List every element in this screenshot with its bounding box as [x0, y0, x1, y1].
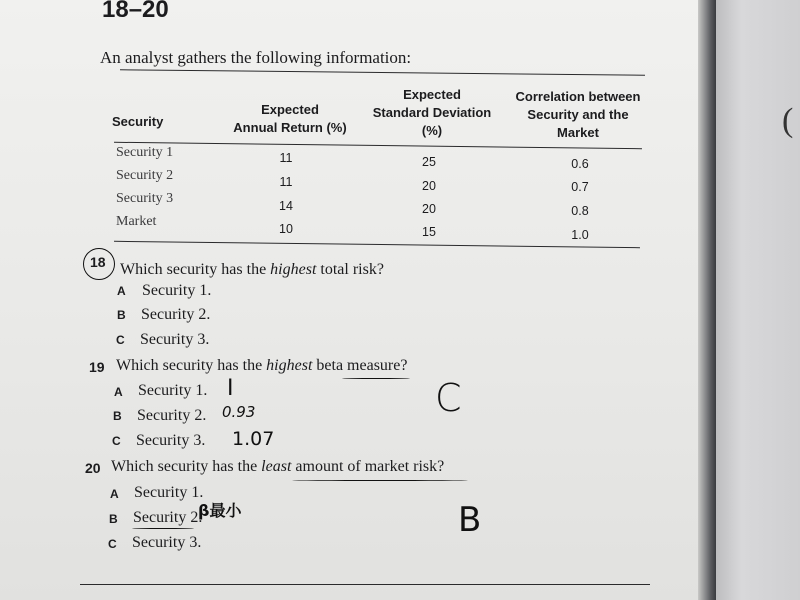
q20-option-b-text: Security 2.	[133, 509, 203, 526]
q18-option-a-letter: A	[117, 284, 126, 298]
q19-text-emph: highest	[266, 357, 313, 374]
question-20-number: 20	[85, 460, 101, 476]
table-header-rule	[114, 142, 642, 149]
q19-b-handwritten-note: 0.93	[222, 403, 256, 421]
q18-option-b-letter: B	[117, 308, 126, 322]
row-corr-value: 0.8	[571, 204, 589, 218]
q18-option-b-text: Security 2.	[141, 306, 211, 323]
q19-option-b-text: Security 2.	[137, 407, 207, 424]
question-18-text	[120, 261, 384, 279]
q20-option-b-letter: B	[109, 512, 118, 526]
row-return-value: 14	[279, 199, 293, 213]
question-20-text	[111, 458, 444, 476]
facing-page-glyph: (	[782, 102, 794, 139]
q20-text-emph: least	[261, 458, 292, 475]
row-return-value: 11	[279, 151, 293, 165]
q19-option-b-letter: B	[113, 409, 122, 423]
header-corr-line-2: Security and the	[527, 107, 629, 122]
row-corr-value: 1.0	[571, 228, 589, 242]
q19-underline-mark	[342, 378, 410, 379]
page-bottom-rule	[80, 584, 650, 585]
row-corr-value: 0.7	[571, 180, 589, 194]
row-stdev-value: 25	[422, 155, 436, 169]
q18-option-a-text: Security 1.	[142, 282, 212, 299]
q20-option-c-text: Security 3.	[132, 534, 202, 551]
header-corr-line-1: Correlation between	[515, 89, 641, 104]
intro-text: An analyst gathers the following information:	[100, 48, 412, 67]
header-correlation	[508, 88, 648, 142]
q20-option-c-letter: C	[108, 537, 117, 551]
q19-text-pre: Which security has the	[116, 357, 267, 374]
q18-option-c-letter: C	[116, 333, 125, 347]
question-19-text	[116, 357, 407, 375]
q18-text-pre: Which security has the	[120, 261, 271, 278]
header-expected-return	[220, 101, 360, 137]
header-corr-line-3: Market	[557, 125, 599, 140]
q19-handwritten-answer: C	[435, 376, 462, 420]
q18-option-c-text: Security 3.	[140, 331, 210, 348]
row-security-label: Security 1	[116, 145, 174, 160]
row-stdev-value: 20	[422, 202, 436, 216]
header-stdev-line-1: Expected	[403, 87, 461, 102]
facing-page	[716, 0, 800, 600]
q20-text-post: amount of market risk?	[291, 458, 445, 475]
q19-option-c-letter: C	[112, 434, 121, 448]
q19-option-a-letter: A	[114, 385, 123, 399]
q19-option-c-text: Security 3.	[136, 432, 206, 449]
row-corr-value: 0.6	[571, 157, 589, 171]
row-stdev-value: 20	[422, 179, 436, 193]
header-standard-deviation	[362, 86, 502, 140]
header-stdev-line-2: Standard Deviation	[372, 105, 492, 120]
question-19-number: 19	[89, 359, 105, 375]
row-security-label: Market	[116, 214, 157, 229]
row-security-label: Security 3	[116, 191, 174, 206]
q20-handwritten-answer: B	[458, 500, 482, 540]
header-return-line-1: Expected	[261, 102, 319, 117]
question-18-number: 18	[90, 254, 106, 270]
book-gutter	[698, 0, 716, 600]
table-top-rule	[120, 69, 645, 75]
q18-text-post: total risk?	[316, 261, 384, 278]
q20-text-pre: Which security has the	[111, 458, 262, 475]
q19-a-handwritten-note: I	[227, 376, 234, 401]
q20-b-handwritten-scribble: β最小	[198, 501, 242, 520]
q20-option-a-text: Security 1.	[134, 484, 204, 501]
q19-c-handwritten-note: 1.07	[232, 428, 275, 450]
q19-text-post: beta measure?	[312, 357, 408, 374]
q18-text-emph: highest	[270, 261, 317, 278]
row-security-label: Security 2	[116, 168, 174, 183]
header-return-line-2: Annual Return (%)	[233, 120, 347, 135]
section-title: 18–20	[102, 0, 169, 23]
q20-option-a-letter: A	[110, 487, 119, 501]
q20-underline-mark	[292, 480, 468, 481]
q19-option-a-text: Security 1.	[138, 382, 208, 399]
header-security: Security	[112, 114, 164, 129]
header-stdev-line-3: (%)	[421, 123, 443, 138]
row-return-value: 11	[279, 175, 293, 189]
q20-b-underline-mark	[132, 528, 194, 529]
row-stdev-value: 15	[422, 225, 436, 239]
row-return-value: 10	[279, 222, 293, 236]
